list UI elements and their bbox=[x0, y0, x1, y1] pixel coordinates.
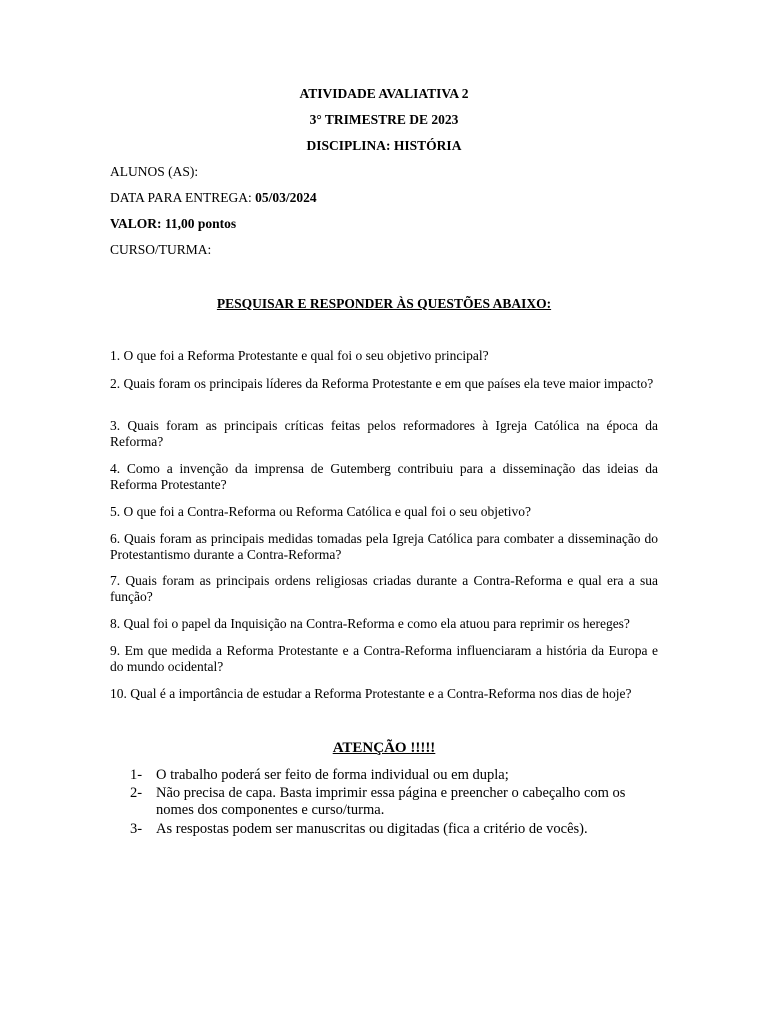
value-amount: 11,00 pontos bbox=[161, 216, 237, 231]
attention-item-number: 2- bbox=[130, 785, 143, 801]
attention-title: ATENÇÃO !!!!! bbox=[332, 740, 436, 756]
trimester-line: 3° TRIMESTRE DE 2023 bbox=[309, 112, 459, 127]
question-6: 6. Quais foram as principais medidas tomadas pela Igreja Católica para combater a disseminação do Protestantismo durante a Contra-Reforma? bbox=[110, 531, 658, 562]
discipline-line: DISCIPLINA: HISTÓRIA bbox=[306, 138, 462, 153]
attention-item-text: As respostas podem ser manuscritas ou digitadas (fica a critério de vocês). bbox=[156, 821, 588, 837]
attention-item-2 bbox=[130, 785, 660, 819]
question-9: 9. Em que medida a Reforma Protestante e a Contra-Reforma influenciaram a história da Europa e do mundo ocidental? bbox=[110, 643, 658, 674]
question-1: 1. O que foi a Reforma Protestante e qual foi o seu objetivo principal? bbox=[110, 348, 489, 363]
attention-item-number: 3- bbox=[130, 821, 143, 837]
instructions-title: PESQUISAR E RESPONDER ÀS QUESTÕES ABAIXO: bbox=[216, 296, 552, 311]
question-3: 3. Quais foram as principais críticas feitas pelos reformadores à Igreja Católica na época da Reforma? bbox=[110, 418, 658, 449]
value-label: VALOR: bbox=[110, 216, 162, 231]
question-7: 7. Quais foram as principais ordens religiosas criadas durante a Contra-Reforma e qual era a sua função? bbox=[110, 573, 658, 604]
due-date-value: 05/03/2024 bbox=[255, 190, 317, 205]
attention-item-number: 1- bbox=[130, 767, 143, 783]
due-date-label: DATA PARA ENTREGA: bbox=[110, 190, 256, 205]
question-4: 4. Como a invenção da imprensa de Gutemberg contribuiu para a disseminação das ideias da Reforma Protestante? bbox=[110, 461, 658, 492]
attention-item-text: O trabalho poderá ser feito de forma individual ou em dupla; bbox=[156, 767, 509, 783]
question-10: 10. Qual é a importância de estudar a Reforma Protestante e a Contra-Reforma nos dias de hoje? bbox=[110, 686, 632, 701]
attention-item-1 bbox=[130, 767, 660, 784]
question-2: 2. Quais foram os principais líderes da Reforma Protestante e em que países ela teve maior impacto? bbox=[110, 376, 654, 391]
question-8: 8. Qual foi o papel da Inquisição na Contra-Reforma e como ela atuou para reprimir os hereges? bbox=[110, 616, 630, 631]
value-field bbox=[110, 216, 236, 232]
question-5: 5. O que foi a Contra-Reforma ou Reforma Católica e qual foi o seu objetivo? bbox=[110, 504, 531, 519]
attention-item-text: Não precisa de capa. Basta imprimir essa página e preencher o cabeçalho com os nomes dos componentes e curso/turma. bbox=[156, 785, 626, 818]
attention-item-3 bbox=[130, 821, 660, 838]
students-field: ALUNOS (AS): bbox=[110, 164, 199, 179]
document-title: ATIVIDADE AVALIATIVA 2 bbox=[299, 86, 469, 101]
course-class-field: CURSO/TURMA: bbox=[110, 242, 212, 257]
due-date-field bbox=[110, 190, 317, 206]
